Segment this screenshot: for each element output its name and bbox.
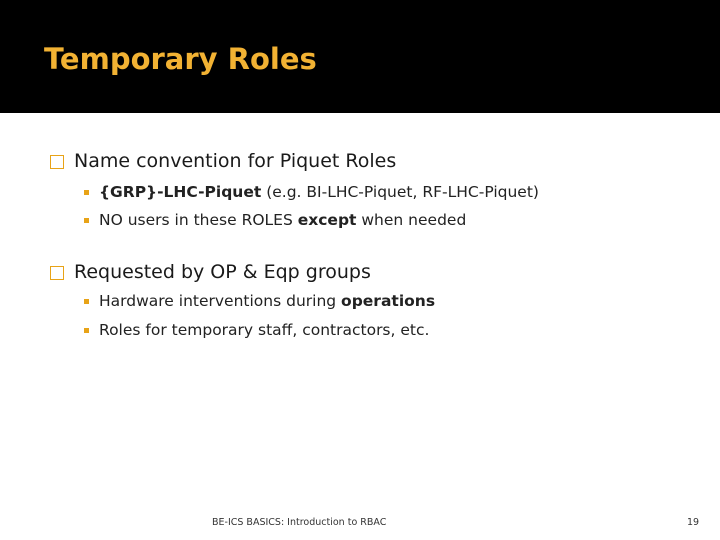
- sub-bullet-text: NO users in these ROLES: [99, 211, 298, 229]
- sub-bullet-strong: {GRP}-LHC-Piquet: [99, 183, 262, 201]
- page-number: 19: [687, 517, 700, 528]
- slide-footer: BE-ICS BASICS: Introduction to RBAC: [212, 517, 387, 528]
- sub-bullet-strong: except: [297, 211, 357, 229]
- sub-bullet-strong: operations: [341, 292, 436, 310]
- square-bullet-icon: [84, 190, 89, 195]
- checkbox-icon: [50, 155, 64, 169]
- square-bullet-icon: [84, 218, 89, 223]
- square-bullet-icon: [84, 328, 89, 333]
- bullet-text: Name convention for Piquet Roles: [74, 150, 397, 172]
- sub-bullet-temporary-staff: [84, 321, 429, 339]
- bullet-name-convention: [50, 150, 396, 172]
- bullet-text: Requested by OP & Eqp groups: [74, 261, 371, 283]
- slide-title: Temporary Roles: [44, 42, 317, 76]
- sub-bullet-text: Roles for temporary staff, contractors, etc.: [99, 321, 430, 339]
- checkbox-icon: [50, 266, 64, 280]
- sub-bullet-text: Hardware interventions during: [99, 292, 342, 310]
- sub-bullet-no-users: [84, 211, 466, 229]
- sub-bullet-text: when needed: [356, 211, 467, 229]
- sub-bullet-hardware: [84, 292, 435, 310]
- title-bar: [0, 0, 720, 113]
- bullet-requested-by: [50, 261, 371, 283]
- sub-bullet-text: (e.g. BI-LHC-Piquet, RF-LHC-Piquet): [261, 183, 539, 201]
- sub-bullet-grp-piquet: [84, 183, 539, 201]
- square-bullet-icon: [84, 299, 89, 304]
